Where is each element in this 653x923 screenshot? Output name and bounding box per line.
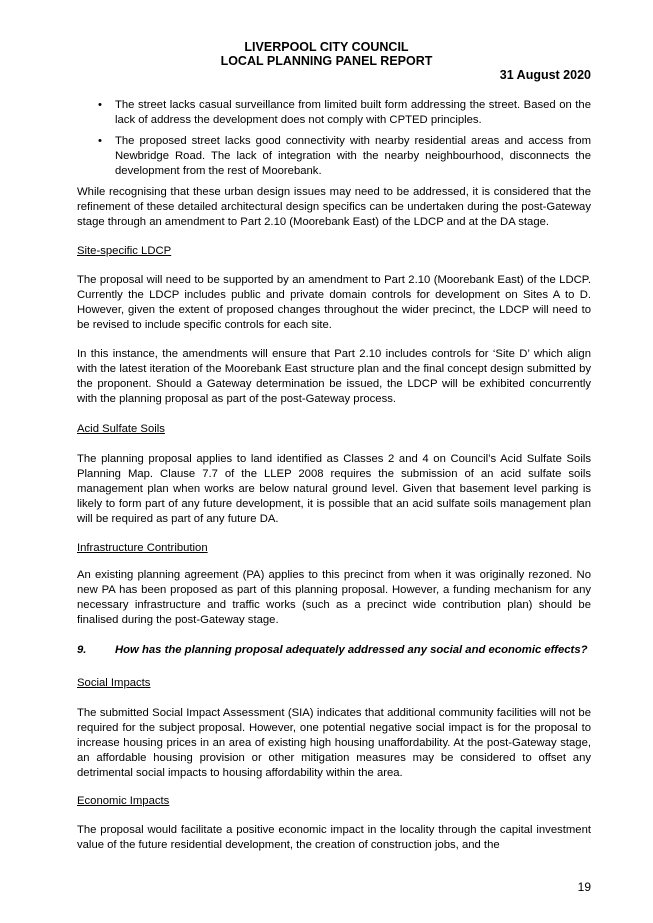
report-date: 31 August 2020 xyxy=(499,68,591,82)
bullet-item xyxy=(77,98,591,128)
social-paragraph: The submitted Social Impact Assessment (SIA) indicates that additional community facilities will not be required for the subject proposal. However, one potential negative social impact is for the proposal to increase housing prices in an area of existing high housing unaffordability. At the post-Gateway stage, an affordable housing provision or other mitigation measures may be considered to offset any detrimental social impacts to housing affordability within the area. xyxy=(77,707,591,779)
site-ldcp-paragraph-1: The proposal will need to be supported by an amendment to Part 2.10 (Moorebank East) of the LDCP. Currently the LDCP includes public and private domain controls for development on Sites A to D. However, given the extent of proposed changes throughout the wider precinct, the LDCP will need to be revised to include specific controls for each site. xyxy=(77,274,591,331)
page-number: 19 xyxy=(577,880,591,894)
economic-paragraph: The proposal would facilitate a positive economic impact in the locality through the capital investment value of the future residential development, the creation of construction jobs, and the xyxy=(77,824,591,851)
bullet-item xyxy=(77,134,591,179)
section-heading-economic: Economic Impacts xyxy=(77,795,170,807)
bullet-icon: • xyxy=(98,135,102,147)
site-ldcp-paragraph-2: In this instance, the amendments will ensure that Part 2.10 includes controls for ‘Site D’ which align with the latest iteration of the Moorebank East structure plan and the final concept design submitted by the proponent. Should a Gateway determination be issued, the LDCP will be exhibited concurrently with the planning proposal as part of the post-Gateway process. xyxy=(77,348,591,405)
question-number: 9. xyxy=(77,644,87,656)
bullet-icon: • xyxy=(98,99,102,111)
section-heading-acid-sulfate: Acid Sulfate Soils xyxy=(77,423,165,435)
question-heading xyxy=(77,643,591,658)
urban-design-paragraph: While recognising that these urban design issues may need to be addressed, it is considered that the refinement of these detailed architectural design specifics can be undertaken during the post-Gateway stage through an amendment to Part 2.10 (Moorebank East) of the LDCP and at the DA stage. xyxy=(77,186,591,228)
section-heading-site-ldcp: Site-specific LDCP xyxy=(77,245,172,257)
bullet-text: The street lacks casual surveillance from limited built form addressing the street. Based on the lack of address the development does not comply with CPTED principles. xyxy=(115,99,591,126)
page-body xyxy=(77,98,591,853)
acid-sulfate-paragraph: The planning proposal applies to land identified as Classes 2 and 4 on Council’s Acid Sulfate Soils Planning Map. Clause 7.7 of the LLEP 2008 requires the submission of an acid sulfate soils management plan when works are below natural ground level. Given that basement level parking is likely to form part of any future development, it is possible that an acid sulfate soils management plan will be required as part of any future DA. xyxy=(77,453,591,525)
infrastructure-paragraph: An existing planning agreement (PA) applies to this precinct from when it was originally rezoned. No new PA has been proposed as part of this planning proposal. However, a funding mechanism for any necessary infrastructure and traffic works (such as a precinct wide contribution plan) should be finalised during the post-Gateway stage. xyxy=(77,569,591,626)
council-name: LIVERPOOL CITY COUNCIL xyxy=(244,40,409,54)
report-title: LOCAL PLANNING PANEL REPORT xyxy=(220,54,433,68)
question-text: How has the planning proposal adequately addressed any social and economic effects? xyxy=(115,644,588,656)
section-heading-social: Social Impacts xyxy=(77,677,151,689)
section-heading-infrastructure: Infrastructure Contribution xyxy=(77,542,208,554)
bullet-text: The proposed street lacks good connectivity with nearby residential areas and access from Newbridge Road. The lack of integration with the nearby neighbourhood, disconnects the development from the rest of Moorebank. xyxy=(115,135,591,177)
